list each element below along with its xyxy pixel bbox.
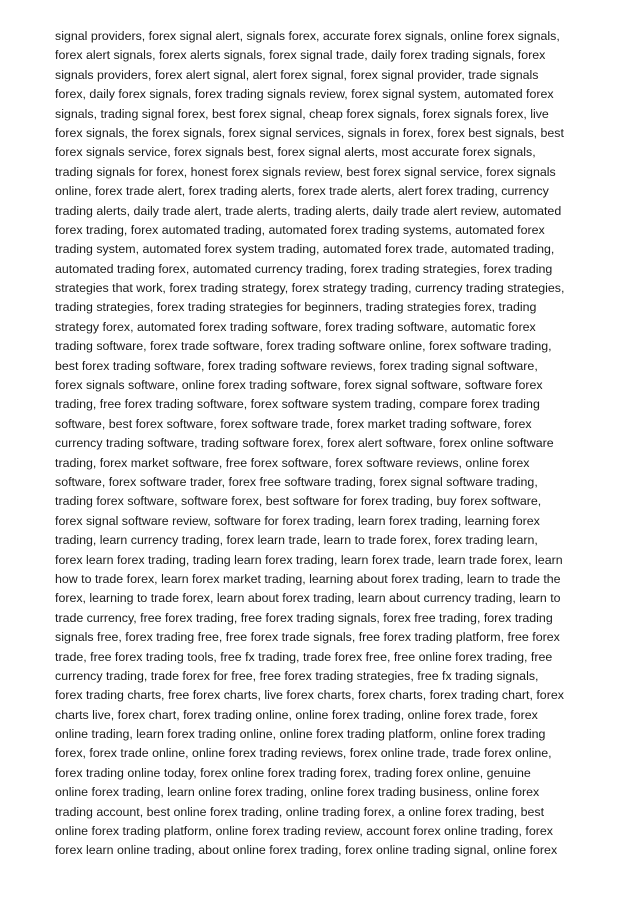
text-line: software, best forex software, forex software trade, forex market trading software, forex: [55, 416, 532, 431]
text-line: how to trade forex, learn forex market trading, learning about forex trading, learn to trade the: [55, 571, 561, 586]
text-line: strategies that work, forex trading strategy, forex strategy trading, currency trading strategies,: [55, 281, 565, 296]
text-line: online forex trading, learn online forex trading, online forex trading business, online forex: [55, 785, 540, 800]
text-line: signals providers, forex alert signal, alert forex signal, forex signal provider, trade signals: [55, 67, 539, 82]
text-line: forex trading charts, free forex charts, live forex charts, forex charts, forex trading chart, forex: [55, 688, 564, 703]
text-line: forex signal software review, software for forex trading, learn forex trading, learning forex: [55, 513, 540, 528]
text-line: trading alerts, daily trade alert, trade alerts, trading alerts, daily trade alert review, automated: [55, 203, 562, 218]
text-line: forex, learning to trade forex, learn about forex trading, learn about currency trading, learn to: [55, 591, 561, 606]
text-line: signals free, forex trading free, free forex trade signals, free forex trading platform, free forex: [55, 630, 560, 645]
text-line: forex learn forex trading, trading learn forex trading, learn forex trade, learn trade forex, learn: [55, 552, 563, 567]
text-line: forex trading, forex automated trading, automated forex trading systems, automated forex: [55, 222, 545, 237]
text-line: signal providers, forex signal alert, signals forex, accurate forex signals, online forex signals,: [55, 29, 560, 43]
text-line: trading system, automated forex system trading, automated forex trade, automated trading,: [55, 242, 555, 257]
text-line: forex alert signals, forex alerts signals, forex signal trade, daily forex trading signals, forex: [55, 48, 546, 63]
text-line: forex learn online trading, about online forex trading, forex online trading signal, online forex: [55, 843, 558, 858]
text-line: trading, free forex trading software, forex software system trading, compare forex trading: [55, 397, 540, 412]
text-line: trade currency, free forex trading, free forex trading signals, forex free trading, forex trading: [55, 610, 553, 625]
text-line: forex signals service, forex signals best, forex signal alerts, most accurate forex signals,: [55, 145, 536, 160]
text-line: trading signals for forex, honest forex signals review, best forex signal service, forex signals: [55, 164, 556, 179]
text-line: trading forex software, software forex, best software for forex trading, buy forex software,: [55, 494, 542, 509]
text-line: trading account, best online forex trading, online trading forex, a online forex trading, best: [55, 804, 545, 819]
text-line: trading, learn currency trading, forex learn trade, learn to trade forex, forex trading learn,: [55, 533, 538, 548]
text-line: software, forex software trader, forex free software trading, forex signal software trading,: [55, 474, 538, 489]
text-line: online, forex trade alert, forex trading alerts, forex trade alerts, alert forex trading, currency: [55, 184, 549, 199]
text-line: best forex trading software, forex trading software reviews, forex trading signal software,: [55, 358, 538, 373]
text-line: trading, forex market software, free forex software, forex software reviews, online forex: [55, 455, 530, 470]
text-line: forex trading online today, forex online forex trading forex, trading forex online, genuine: [55, 765, 531, 780]
text-line: online forex trading platform, online forex trading review, account forex online trading, forex: [55, 824, 553, 839]
text-line: currency trading, trade forex for free, free forex trading strategies, free fx trading signals,: [55, 668, 539, 683]
text-line: trading software, forex trade software, forex trading software online, forex software trading,: [55, 339, 552, 354]
text-line: forex signals, the forex signals, forex signal services, signals in forex, forex best signals, best: [55, 125, 564, 140]
text-line: online trading, learn forex trading online, online forex trading platform, online forex trading: [55, 727, 546, 742]
text-line: trade, free forex trading tools, free fx trading, trade forex free, free online forex trading, free: [55, 649, 553, 664]
text-line: charts live, forex chart, forex trading online, online forex trading, online forex trade, forex: [55, 707, 538, 722]
text-line: forex, forex trade online, online forex trading reviews, forex online trade, trade forex online,: [55, 746, 552, 761]
text-line: forex signals software, online forex trading software, forex signal software, software forex: [55, 378, 543, 393]
text-line: currency trading software, trading software forex, forex alert software, forex online software: [55, 436, 554, 451]
text-line: trading strategies, forex trading strategies for beginners, trading strategies forex, trading: [55, 300, 537, 315]
body-text: [55, 27, 595, 861]
text-line: signals, trading signal forex, best forex signal, cheap forex signals, forex signals forex, live: [55, 106, 549, 121]
text-line: strategy forex, automated forex trading software, forex trading software, automatic forex: [55, 319, 536, 334]
text-line: forex, daily forex signals, forex trading signals review, forex signal system, automated forex: [55, 87, 554, 102]
text-line: automated trading forex, automated currency trading, forex trading strategies, forex trading: [55, 261, 553, 276]
